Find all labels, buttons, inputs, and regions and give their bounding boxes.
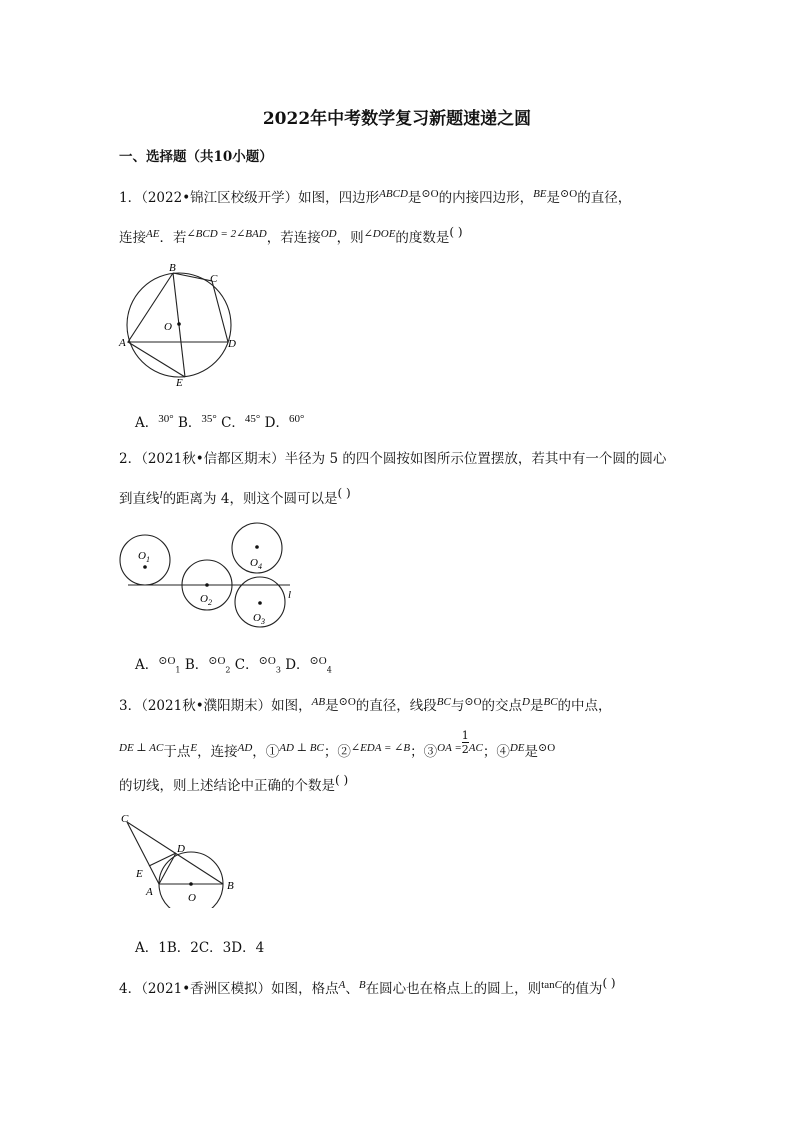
q3-answer-blank: ( ) bbox=[335, 773, 349, 787]
option-label: A． bbox=[135, 657, 159, 673]
q1-math-be: BE bbox=[533, 188, 547, 200]
q1-text: 的内接四边形， bbox=[438, 190, 534, 206]
q2-label-letter: O bbox=[200, 593, 208, 605]
q1-math-equation: ∠BCD = 2∠BAD bbox=[186, 228, 267, 240]
q1-number: 1． bbox=[119, 190, 142, 206]
option-label: C． bbox=[234, 657, 259, 673]
q3-text: 与 bbox=[450, 698, 465, 714]
q1-line2 bbox=[119, 226, 463, 246]
q3-text: 的交点 bbox=[481, 698, 523, 714]
q1-text: ，若连接 bbox=[266, 230, 321, 246]
option-value: ⊙O bbox=[258, 655, 276, 667]
q1-center-dot bbox=[177, 322, 181, 326]
q1-math-circle-o: ⊙O bbox=[421, 188, 439, 200]
q2-label-letter: O bbox=[138, 550, 146, 562]
q1-math-abcd: ABCD bbox=[379, 188, 408, 200]
q1-option-c[interactable] bbox=[221, 415, 260, 431]
q4-number: 4． bbox=[119, 981, 142, 997]
q3-math-oa: OA = bbox=[437, 742, 462, 754]
q4-math-a: A bbox=[338, 979, 346, 991]
q3-text: 的中点， bbox=[557, 698, 612, 714]
q3-math-de-perp-ac: DE ⊥ AC bbox=[119, 742, 164, 754]
q4-text: 、 bbox=[345, 981, 359, 997]
option-value: 60° bbox=[288, 413, 305, 425]
q4-text: 在圆心也在格点上的圆上，则 bbox=[365, 981, 542, 997]
q3-math-circle-o-2: ⊙O bbox=[464, 696, 482, 708]
q2-option-b[interactable] bbox=[185, 657, 231, 673]
q2-label-l: l bbox=[288, 589, 292, 601]
q3-text: 如图， bbox=[271, 698, 312, 714]
q3-center-dot bbox=[189, 882, 193, 886]
q4-text: 如图，格点 bbox=[271, 981, 339, 997]
q3-line3 bbox=[119, 774, 348, 794]
q2-label-sub: 2 bbox=[207, 598, 212, 607]
q4-math-b: B bbox=[358, 979, 366, 991]
q1-option-a[interactable] bbox=[135, 415, 174, 431]
q2-label-o4 bbox=[250, 557, 262, 571]
q1-math-circle-o-2: ⊙O bbox=[560, 188, 578, 200]
q3-math-ad-perp-bc: AD ⊥ BC bbox=[279, 742, 324, 754]
q1-source: （2022•锦江区校级开学） bbox=[141, 190, 299, 206]
q2-label-sub: 3 bbox=[260, 617, 265, 626]
option-label: A． bbox=[135, 415, 159, 431]
option-value: ⊙O bbox=[158, 655, 176, 667]
q2-source: （2021秋•信都区期末） bbox=[141, 451, 285, 467]
q3-label-c: C bbox=[121, 813, 129, 825]
q4-source: （2021•香洲区模拟） bbox=[141, 981, 272, 997]
q2-answer-blank: ( ) bbox=[337, 486, 351, 500]
q1-text: 是 bbox=[407, 190, 422, 206]
q1-text: 连接 bbox=[119, 230, 146, 246]
option-sub: 3 bbox=[275, 665, 281, 675]
q1-answer-blank: ( ) bbox=[449, 225, 463, 239]
q2-center-o1 bbox=[143, 565, 147, 569]
q3-text: 的直径，线段 bbox=[355, 698, 437, 714]
q3-text: ；③ bbox=[410, 744, 438, 760]
q1-text: 的度数是 bbox=[395, 230, 450, 246]
q2-center-o3 bbox=[258, 601, 262, 605]
option-sub: 2 bbox=[225, 665, 231, 675]
q2-label-sub: 4 bbox=[257, 562, 262, 571]
q2-text: 半径为 5 的四个圆按如图所示位置摆放，若其中有一个圆的圆心 bbox=[284, 451, 667, 467]
q3-math-eda: ∠EDA = ∠B bbox=[350, 742, 411, 754]
q3-text: 的切线，则上述结论中正确的个数是 bbox=[119, 778, 335, 794]
q3-text: ；② bbox=[323, 744, 351, 760]
q3-label-a: A bbox=[146, 886, 153, 898]
q2-label-o2 bbox=[200, 593, 212, 607]
q2-label-o1 bbox=[138, 550, 150, 564]
q2-center-o2 bbox=[205, 583, 209, 587]
section-heading: 一、选择题（共10小题） bbox=[119, 149, 273, 165]
q3-fraction bbox=[462, 730, 469, 755]
q3-figure bbox=[116, 808, 246, 908]
q1-label-o: O bbox=[164, 321, 172, 333]
q4-math-c: C bbox=[554, 979, 562, 991]
q3-text: ，连接 bbox=[197, 744, 238, 760]
q2-number: 2． bbox=[119, 451, 142, 467]
q3-math-circle-o-3: ⊙O bbox=[538, 742, 556, 754]
option-label: D． bbox=[264, 415, 289, 431]
q3-math-bc-2: BC bbox=[543, 696, 558, 708]
option-value: ⊙O bbox=[309, 655, 327, 667]
q2-label-letter: O bbox=[250, 557, 258, 569]
q1-line1 bbox=[119, 186, 631, 206]
q3-text: 是 bbox=[524, 744, 538, 760]
q2-option-a[interactable] bbox=[135, 657, 181, 673]
option-value: ⊙O bbox=[208, 655, 226, 667]
q3-text: ，① bbox=[252, 744, 280, 760]
q3-line2 bbox=[119, 729, 556, 765]
fraction-numerator: 1 bbox=[461, 729, 469, 742]
q1-options bbox=[135, 411, 304, 431]
q3-line1 bbox=[119, 694, 612, 714]
q3-label-e: E bbox=[136, 868, 143, 880]
q3-math-d: D bbox=[522, 696, 530, 708]
option-label: B． bbox=[177, 415, 202, 431]
q1-label-e: E bbox=[176, 377, 183, 389]
q3-text: 是 bbox=[529, 698, 544, 714]
q3-text: 是 bbox=[325, 698, 339, 714]
q1-option-d[interactable] bbox=[265, 415, 305, 431]
q3-label-d: D bbox=[177, 843, 185, 855]
q3-math-bc: BC bbox=[436, 696, 451, 708]
q1-text: 的直径， bbox=[577, 190, 632, 206]
q2-text: 到直线 bbox=[119, 491, 160, 507]
q2-label-o3 bbox=[253, 612, 265, 626]
q2-center-o4 bbox=[255, 545, 259, 549]
q2-label-letter: O bbox=[253, 612, 261, 624]
q3-math-e: E bbox=[190, 742, 198, 754]
q2-line2 bbox=[119, 487, 351, 507]
q1-text: ．若 bbox=[159, 230, 187, 246]
q3-text: ；④ bbox=[482, 744, 510, 760]
q3-segment-ca bbox=[127, 822, 159, 884]
q1-label-c: C bbox=[210, 273, 218, 285]
page-title: 2022年中考数学复习新题速递之圆 bbox=[262, 109, 532, 129]
option-label: C． bbox=[221, 415, 245, 431]
q3-math-ac: AC bbox=[468, 742, 483, 754]
option-sub: 4 bbox=[326, 665, 332, 675]
q1-label-b: B bbox=[169, 262, 176, 274]
option-value: 45° bbox=[244, 413, 261, 425]
q4-answer-blank: ( ) bbox=[602, 976, 616, 990]
q3-options: A．1B．2C．3D．4 bbox=[135, 940, 265, 956]
q2-option-d[interactable] bbox=[285, 657, 332, 673]
option-label: B． bbox=[184, 657, 209, 673]
q4-text: 的值为 bbox=[561, 981, 603, 997]
q1-text: 是 bbox=[546, 190, 561, 206]
q2-label-sub: 1 bbox=[145, 555, 150, 564]
q3-math-ad: AD bbox=[237, 742, 253, 754]
q4-line1 bbox=[119, 977, 616, 997]
option-value: 30° bbox=[158, 413, 174, 425]
option-value: 35° bbox=[201, 413, 217, 425]
q1-text: 如图，四边形 bbox=[298, 190, 380, 206]
q3-math-circle-o: ⊙O bbox=[338, 696, 356, 708]
q2-math-l: l bbox=[159, 489, 163, 501]
q2-options bbox=[135, 653, 332, 675]
q1-label-a: A bbox=[119, 337, 126, 349]
q2-text: 的距离为 4，则这个圆可以是 bbox=[162, 491, 338, 507]
q1-figure bbox=[116, 258, 246, 390]
q1-math-ae: AE bbox=[146, 228, 160, 240]
q1-text: ，则 bbox=[336, 230, 364, 246]
option-label: D． bbox=[285, 657, 310, 673]
q2-line1 bbox=[119, 447, 666, 467]
q3-source: （2021秋•濮阳期末） bbox=[141, 698, 272, 714]
q3-math-ab: AB bbox=[311, 696, 326, 708]
q1-label-d: D bbox=[228, 338, 236, 350]
q3-label-o: O bbox=[188, 892, 196, 904]
q1-math-doe: ∠DOE bbox=[363, 228, 396, 240]
q2-figure bbox=[116, 518, 306, 633]
q4-math-tan: tan bbox=[541, 979, 555, 991]
q3-math-de: DE bbox=[509, 742, 525, 754]
q1-math-od: OD bbox=[320, 228, 337, 240]
option-sub: 1 bbox=[175, 665, 181, 675]
q3-label-b: B bbox=[227, 880, 234, 892]
q2-option-c[interactable] bbox=[235, 657, 281, 673]
q1-option-b[interactable] bbox=[178, 415, 217, 431]
fraction-denominator: 2 bbox=[461, 743, 469, 756]
q3-number: 3． bbox=[119, 698, 142, 714]
q3-text: 于点 bbox=[163, 744, 191, 760]
